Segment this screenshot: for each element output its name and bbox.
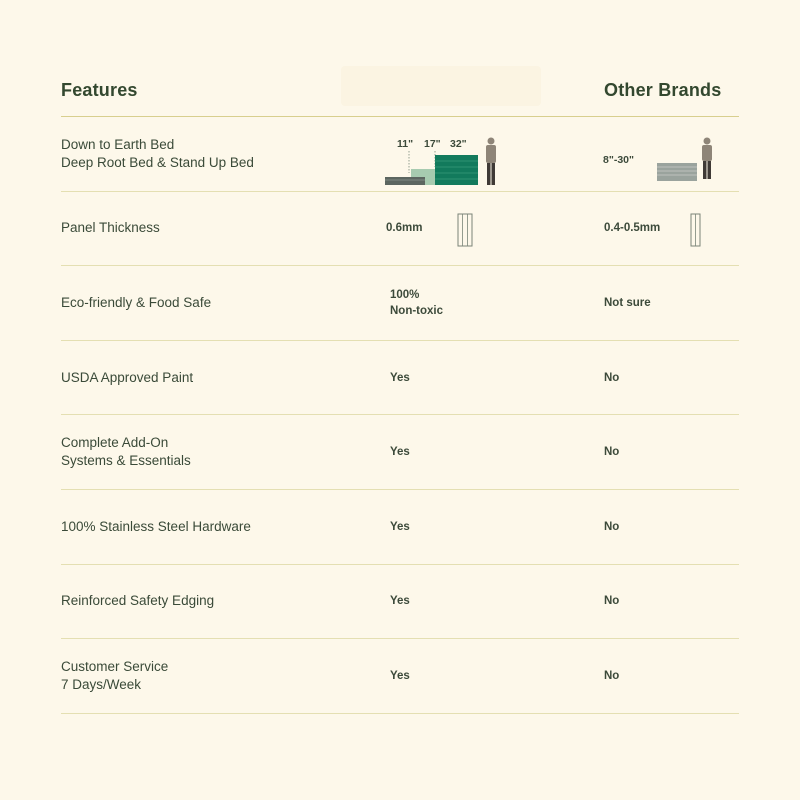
table-row-add-on-systems [61,415,739,490]
feature-label [61,136,254,172]
our-value-line: 100% [390,288,420,301]
person-icon [702,138,712,180]
feature-label [61,518,251,536]
our-value [390,370,410,386]
table-body [61,117,739,714]
table-header [61,58,739,117]
our-value-text: Yes [390,669,410,682]
our-value [390,519,410,535]
other-thickness-value: 0.4-0.5mm [604,222,661,235]
other-value-text: No [604,446,620,459]
feature-label [61,658,168,694]
other-value [604,593,619,609]
feature-line: Deep Root Bed & Stand Up Bed [61,154,254,170]
our-value-text: Yes [390,520,410,533]
other-value-text: No [604,371,620,384]
feature-label [61,592,214,610]
table-row-panel-thickness [61,192,739,267]
our-value-text: Yes [390,446,410,459]
our-value [390,668,410,684]
feature-line: USDA Approved Paint [61,369,194,385]
our-value [390,444,410,460]
our-value-text: Yes [390,371,410,384]
bed-stack-11 [385,177,425,185]
our-value-line: Non-toxic [390,304,444,317]
features-heading: Features [61,80,138,100]
other-brands-heading: Other Brands [604,80,722,100]
bed-heights-illustration [383,133,503,189]
feature-label [61,219,160,237]
table-row-customer-service [61,639,739,714]
feature-label [61,369,193,387]
height-label-11: 11" [397,138,414,150]
thin-panel-icon [690,212,704,248]
other-value-text: No [604,595,620,608]
table-row-eco-friendly [61,266,739,341]
feature-label [61,294,211,312]
feature-line: Eco-friendly & Food Safe [61,294,212,310]
feature-line: 100% Stainless Steel Hardware [61,518,251,534]
other-value [604,220,660,236]
table-row-bed-heights [61,117,739,192]
other-value-text: No [604,669,620,682]
other-value [604,295,651,311]
our-value [390,287,443,319]
other-brands-height-illustration [601,135,741,183]
height-range-label: 8"-30" [603,154,634,166]
bed-stack-32 [435,155,478,185]
height-label-32: 32" [450,138,467,150]
our-value-text: Yes [390,595,410,608]
other-value [604,370,619,386]
feature-line: Systems & Essentials [61,453,191,469]
other-value [604,668,619,684]
height-label-17: 17" [424,138,441,150]
feature-line: Down to Earth Bed [61,136,175,152]
feature-line: Reinforced Safety Edging [61,593,215,609]
table-row-stainless-hardware [61,490,739,565]
thick-panel-icon [457,212,475,248]
other-value-text: Not sure [604,296,651,309]
feature-line: 7 Days/Week [61,676,142,692]
feature-label [61,434,191,470]
our-value [386,220,422,236]
bed-stack-gray [657,163,697,181]
feature-line: Complete Add-On [61,435,169,451]
feature-line: Customer Service [61,658,169,674]
table-row-safety-edging [61,565,739,640]
other-value-text: No [604,520,620,533]
table-row-usda-paint [61,341,739,416]
feature-line: Panel Thickness [61,220,160,236]
brand-logo-placeholder [341,66,541,106]
other-value [604,444,619,460]
other-value [604,519,619,535]
our-value [390,593,410,609]
person-icon [486,138,496,186]
our-thickness-value: 0.6mm [386,222,423,235]
